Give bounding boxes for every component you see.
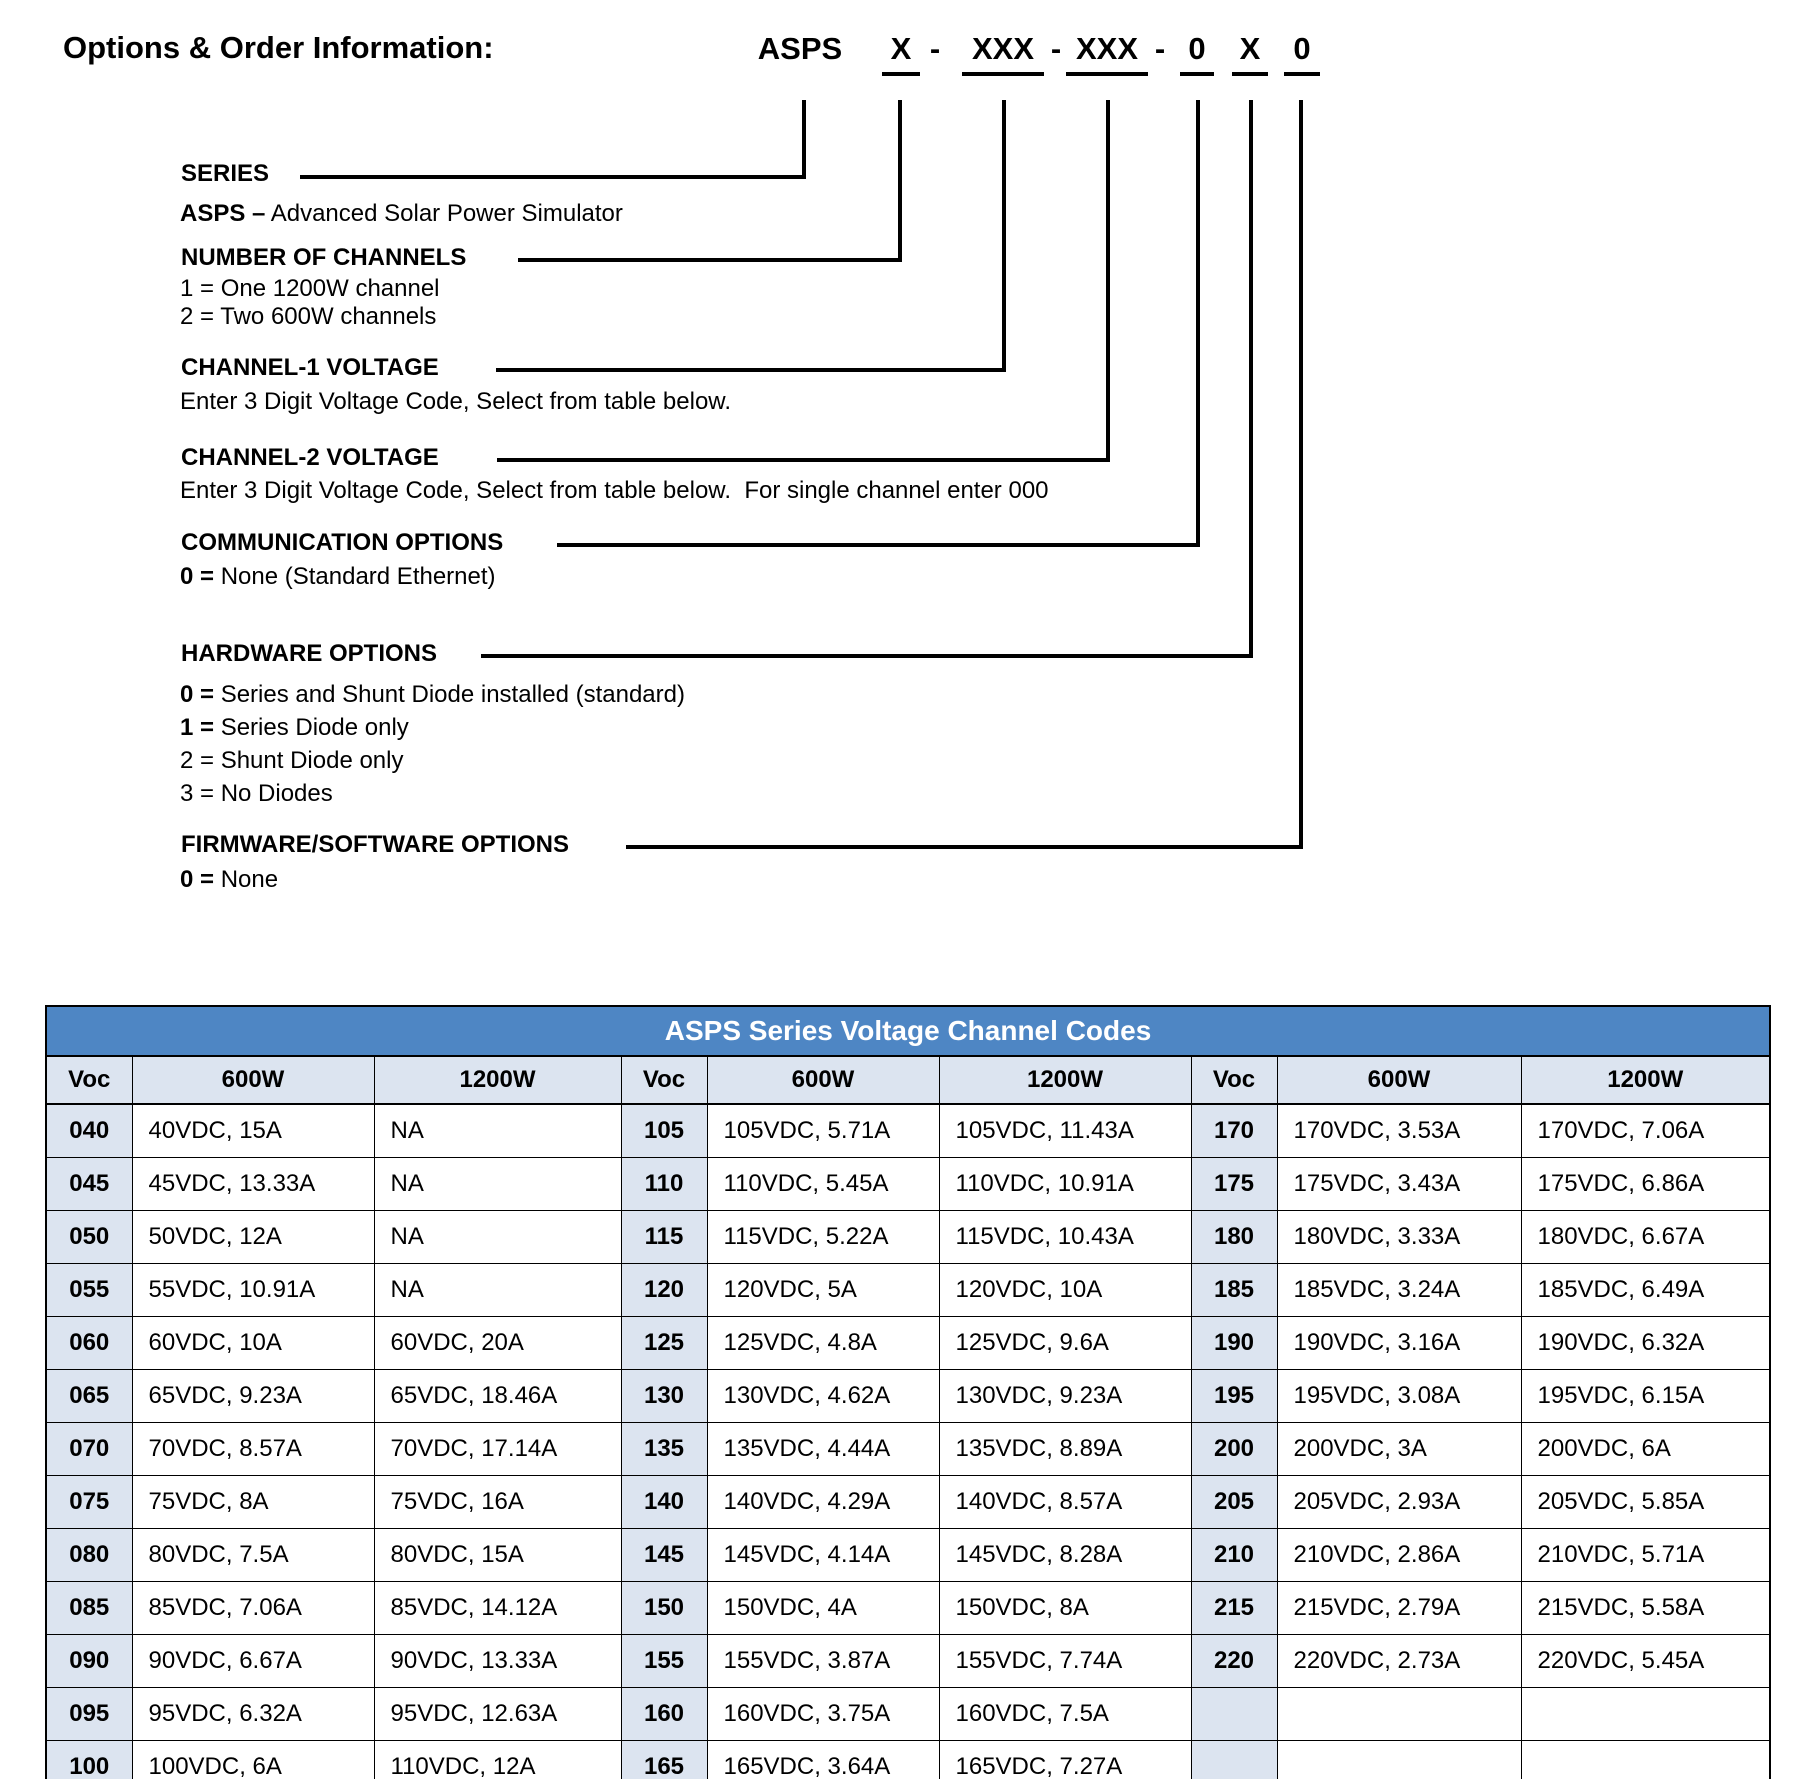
rating-cell: 190VDC, 6.32A — [1521, 1317, 1770, 1370]
rating-cell: NA — [374, 1158, 621, 1211]
rating-cell: 170VDC, 3.53A — [1277, 1104, 1521, 1158]
rating-cell: 125VDC, 9.6A — [939, 1317, 1191, 1370]
connector-vline-comm — [1196, 100, 1200, 547]
rating-cell: 140VDC, 8.57A — [939, 1476, 1191, 1529]
col-header-600w: 600W — [707, 1056, 939, 1104]
rating-cell: 165VDC, 7.27A — [939, 1741, 1191, 1779]
voc-code-cell — [1191, 1688, 1277, 1741]
section-label: CHANNEL-1 VOLTAGE — [181, 354, 439, 381]
voc-code-cell: 195 — [1191, 1370, 1277, 1423]
voc-code-cell: 080 — [46, 1529, 132, 1582]
rating-cell: 105VDC, 11.43A — [939, 1104, 1191, 1158]
rating-cell: 65VDC, 9.23A — [132, 1370, 374, 1423]
voc-code-cell: 095 — [46, 1688, 132, 1741]
code-dash: - — [1050, 31, 1062, 66]
table-row — [46, 1158, 1770, 1211]
voc-code-cell: 060 — [46, 1317, 132, 1370]
col-header-voc: Voc — [1191, 1056, 1277, 1104]
rating-cell: 90VDC, 13.33A — [374, 1635, 621, 1688]
rating-cell: 150VDC, 8A — [939, 1582, 1191, 1635]
voc-code-cell: 045 — [46, 1158, 132, 1211]
connector-hline-comm — [557, 543, 1200, 547]
rating-cell: NA — [374, 1211, 621, 1264]
rating-cell: 115VDC, 10.43A — [939, 1211, 1191, 1264]
rating-cell: NA — [374, 1104, 621, 1158]
rating-cell: 145VDC, 4.14A — [707, 1529, 939, 1582]
code-dash: - — [1154, 31, 1166, 66]
rating-cell: 165VDC, 3.64A — [707, 1741, 939, 1779]
section-label: SERIES — [181, 160, 270, 187]
section-text: Enter 3 Digit Voltage Code, Select from table below. For single channel enter 000 — [180, 477, 1049, 504]
rating-cell: 120VDC, 5A — [707, 1264, 939, 1317]
rating-cell: 215VDC, 2.79A — [1277, 1582, 1521, 1635]
rating-cell: 80VDC, 15A — [374, 1529, 621, 1582]
rating-cell: 50VDC, 12A — [132, 1211, 374, 1264]
rating-cell: 205VDC, 2.93A — [1277, 1476, 1521, 1529]
rating-cell: 130VDC, 4.62A — [707, 1370, 939, 1423]
voc-code-cell: 180 — [1191, 1211, 1277, 1264]
table-row — [46, 1104, 1770, 1158]
rating-cell: 110VDC, 10.91A — [939, 1158, 1191, 1211]
rating-cell: 95VDC, 6.32A — [132, 1688, 374, 1741]
col-header-voc: Voc — [621, 1056, 707, 1104]
rating-cell: 75VDC, 8A — [132, 1476, 374, 1529]
rating-cell — [1277, 1741, 1521, 1779]
rating-cell — [1521, 1688, 1770, 1741]
connector-vline-fw — [1299, 100, 1303, 849]
voc-code-cell: 210 — [1191, 1529, 1277, 1582]
table-row — [46, 1264, 1770, 1317]
connector-vline-channels — [898, 100, 902, 262]
section-label: HARDWARE OPTIONS — [181, 640, 438, 667]
rating-cell: 45VDC, 13.33A — [132, 1158, 374, 1211]
voc-code-cell: 065 — [46, 1370, 132, 1423]
voc-code-cell: 090 — [46, 1635, 132, 1688]
rating-cell — [1277, 1688, 1521, 1741]
rating-cell: 120VDC, 10A — [939, 1264, 1191, 1317]
rating-cell: 220VDC, 5.45A — [1521, 1635, 1770, 1688]
section-text: Enter 3 Digit Voltage Code, Select from table below. — [180, 388, 731, 415]
rating-cell: 155VDC, 3.87A — [707, 1635, 939, 1688]
rating-cell: 135VDC, 8.89A — [939, 1423, 1191, 1476]
voc-code-cell: 125 — [621, 1317, 707, 1370]
col-header-1200w: 1200W — [374, 1056, 621, 1104]
rating-cell: 155VDC, 7.74A — [939, 1635, 1191, 1688]
rating-cell — [1521, 1741, 1770, 1779]
rating-cell: NA — [374, 1264, 621, 1317]
rating-cell: 125VDC, 4.8A — [707, 1317, 939, 1370]
rating-cell: 110VDC, 12A — [374, 1741, 621, 1779]
table-row — [46, 1370, 1770, 1423]
voc-code-cell: 050 — [46, 1211, 132, 1264]
rating-cell: 100VDC, 6A — [132, 1741, 374, 1779]
section-text: 0 = Series and Shunt Diode installed (standard) — [180, 681, 685, 708]
voc-code-cell: 040 — [46, 1104, 132, 1158]
section-label: FIRMWARE/SOFTWARE OPTIONS — [181, 831, 569, 858]
rating-cell: 185VDC, 3.24A — [1277, 1264, 1521, 1317]
section-text: 0 = None — [180, 866, 279, 893]
rating-cell: 75VDC, 16A — [374, 1476, 621, 1529]
voc-code-cell: 185 — [1191, 1264, 1277, 1317]
section-text: ASPS – Advanced Solar Power Simulator — [180, 200, 623, 227]
rating-cell: 85VDC, 14.12A — [374, 1582, 621, 1635]
rating-cell: 200VDC, 3A — [1277, 1423, 1521, 1476]
connector-hline-fw — [626, 845, 1303, 849]
rating-cell: 210VDC, 5.71A — [1521, 1529, 1770, 1582]
connector-hline-series — [300, 175, 806, 179]
voc-code-cell: 145 — [621, 1529, 707, 1582]
connector-hline-channels — [518, 258, 902, 262]
rating-cell: 70VDC, 8.57A — [132, 1423, 374, 1476]
table-row — [46, 1529, 1770, 1582]
rating-cell: 145VDC, 8.28A — [939, 1529, 1191, 1582]
voc-code-cell: 205 — [1191, 1476, 1277, 1529]
voc-code-cell: 150 — [621, 1582, 707, 1635]
code-segment-firmware: 0 — [1284, 31, 1320, 76]
col-header-600w: 600W — [1277, 1056, 1521, 1104]
col-header-600w: 600W — [132, 1056, 374, 1104]
rating-cell: 170VDC, 7.06A — [1521, 1104, 1770, 1158]
rating-cell: 65VDC, 18.46A — [374, 1370, 621, 1423]
table-title: ASPS Series Voltage Channel Codes — [46, 1006, 1770, 1056]
code-segment-comm: 0 — [1180, 31, 1214, 76]
col-header-1200w: 1200W — [1521, 1056, 1770, 1104]
rating-cell: 195VDC, 3.08A — [1277, 1370, 1521, 1423]
connector-hline-hw — [481, 654, 1253, 658]
rating-cell: 85VDC, 7.06A — [132, 1582, 374, 1635]
rating-cell: 110VDC, 5.45A — [707, 1158, 939, 1211]
rating-cell: 60VDC, 20A — [374, 1317, 621, 1370]
voc-code-cell: 220 — [1191, 1635, 1277, 1688]
voc-code-cell: 155 — [621, 1635, 707, 1688]
voc-code-cell: 165 — [621, 1741, 707, 1779]
voc-code-cell: 175 — [1191, 1158, 1277, 1211]
table-row — [46, 1688, 1770, 1741]
rating-cell: 220VDC, 2.73A — [1277, 1635, 1521, 1688]
section-text: 1 = One 1200W channel — [180, 275, 440, 302]
voc-code-cell: 200 — [1191, 1423, 1277, 1476]
rating-cell: 160VDC, 7.5A — [939, 1688, 1191, 1741]
voc-code-cell: 140 — [621, 1476, 707, 1529]
voltage-channel-codes-table — [45, 1005, 1769, 1779]
code-segment-ch2-voltage: XXX — [1066, 31, 1148, 76]
code-dash: - — [929, 31, 941, 66]
rating-cell: 135VDC, 4.44A — [707, 1423, 939, 1476]
voc-code-cell — [1191, 1741, 1277, 1779]
section-text: 2 = Shunt Diode only — [180, 747, 404, 774]
voc-code-cell: 130 — [621, 1370, 707, 1423]
rating-cell: 210VDC, 2.86A — [1277, 1529, 1521, 1582]
rating-cell: 195VDC, 6.15A — [1521, 1370, 1770, 1423]
rating-cell: 215VDC, 5.58A — [1521, 1582, 1770, 1635]
code-segment-channels: X — [882, 31, 920, 76]
voc-code-cell: 215 — [1191, 1582, 1277, 1635]
table-row — [46, 1317, 1770, 1370]
rating-cell: 185VDC, 6.49A — [1521, 1264, 1770, 1317]
table-row — [46, 1635, 1770, 1688]
rating-cell: 200VDC, 6A — [1521, 1423, 1770, 1476]
section-text: 3 = No Diodes — [180, 780, 333, 807]
voc-code-cell: 115 — [621, 1211, 707, 1264]
page-title: Options & Order Information: — [63, 30, 494, 65]
section-text: 2 = Two 600W channels — [180, 303, 437, 330]
rating-cell: 130VDC, 9.23A — [939, 1370, 1191, 1423]
rating-cell: 205VDC, 5.85A — [1521, 1476, 1770, 1529]
table-row — [46, 1582, 1770, 1635]
section-label: CHANNEL-2 VOLTAGE — [181, 444, 439, 471]
connector-hline-ch1 — [496, 368, 1006, 372]
rating-cell: 180VDC, 6.67A — [1521, 1211, 1770, 1264]
section-text: 1 = Series Diode only — [180, 714, 409, 741]
voc-code-cell: 075 — [46, 1476, 132, 1529]
rating-cell: 190VDC, 3.16A — [1277, 1317, 1521, 1370]
rating-cell: 115VDC, 5.22A — [707, 1211, 939, 1264]
rating-cell: 40VDC, 15A — [132, 1104, 374, 1158]
rating-cell: 175VDC, 6.86A — [1521, 1158, 1770, 1211]
rating-cell: 70VDC, 17.14A — [374, 1423, 621, 1476]
connector-hline-ch2 — [497, 458, 1110, 462]
connector-vline-ch2 — [1106, 100, 1110, 462]
voc-code-cell: 085 — [46, 1582, 132, 1635]
code-segment-hardware: X — [1232, 31, 1268, 76]
rating-cell: 60VDC, 10A — [132, 1317, 374, 1370]
rating-cell: 80VDC, 7.5A — [132, 1529, 374, 1582]
section-label: COMMUNICATION OPTIONS — [181, 529, 504, 556]
voc-code-cell: 110 — [621, 1158, 707, 1211]
connector-vline-hw — [1249, 100, 1253, 658]
rating-cell: 105VDC, 5.71A — [707, 1104, 939, 1158]
voc-code-cell: 190 — [1191, 1317, 1277, 1370]
voc-code-cell: 070 — [46, 1423, 132, 1476]
table-row — [46, 1741, 1770, 1779]
rating-cell: 55VDC, 10.91A — [132, 1264, 374, 1317]
section-label: NUMBER OF CHANNELS — [181, 244, 467, 271]
table-row — [46, 1211, 1770, 1264]
voc-code-cell: 105 — [621, 1104, 707, 1158]
col-header-voc: Voc — [46, 1056, 132, 1104]
voc-code-cell: 120 — [621, 1264, 707, 1317]
rating-cell: 180VDC, 3.33A — [1277, 1211, 1521, 1264]
table-row — [46, 1476, 1770, 1529]
voc-code-cell: 055 — [46, 1264, 132, 1317]
col-header-1200w: 1200W — [939, 1056, 1191, 1104]
voc-code-cell: 170 — [1191, 1104, 1277, 1158]
voc-code-cell: 100 — [46, 1741, 132, 1779]
rating-cell: 95VDC, 12.63A — [374, 1688, 621, 1741]
table-row — [46, 1423, 1770, 1476]
connector-vline-series — [802, 100, 806, 179]
rating-cell: 175VDC, 3.43A — [1277, 1158, 1521, 1211]
rating-cell: 150VDC, 4A — [707, 1582, 939, 1635]
voc-code-cell: 135 — [621, 1423, 707, 1476]
rating-cell: 140VDC, 4.29A — [707, 1476, 939, 1529]
code-segment-series: ASPS — [757, 31, 843, 66]
voc-code-cell: 160 — [621, 1688, 707, 1741]
connector-vline-ch1 — [1002, 100, 1006, 372]
section-text: 0 = None (Standard Ethernet) — [180, 563, 496, 590]
rating-cell: 160VDC, 3.75A — [707, 1688, 939, 1741]
rating-cell: 90VDC, 6.67A — [132, 1635, 374, 1688]
code-segment-ch1-voltage: XXX — [962, 31, 1044, 76]
voltage-table-body — [46, 1104, 1770, 1779]
